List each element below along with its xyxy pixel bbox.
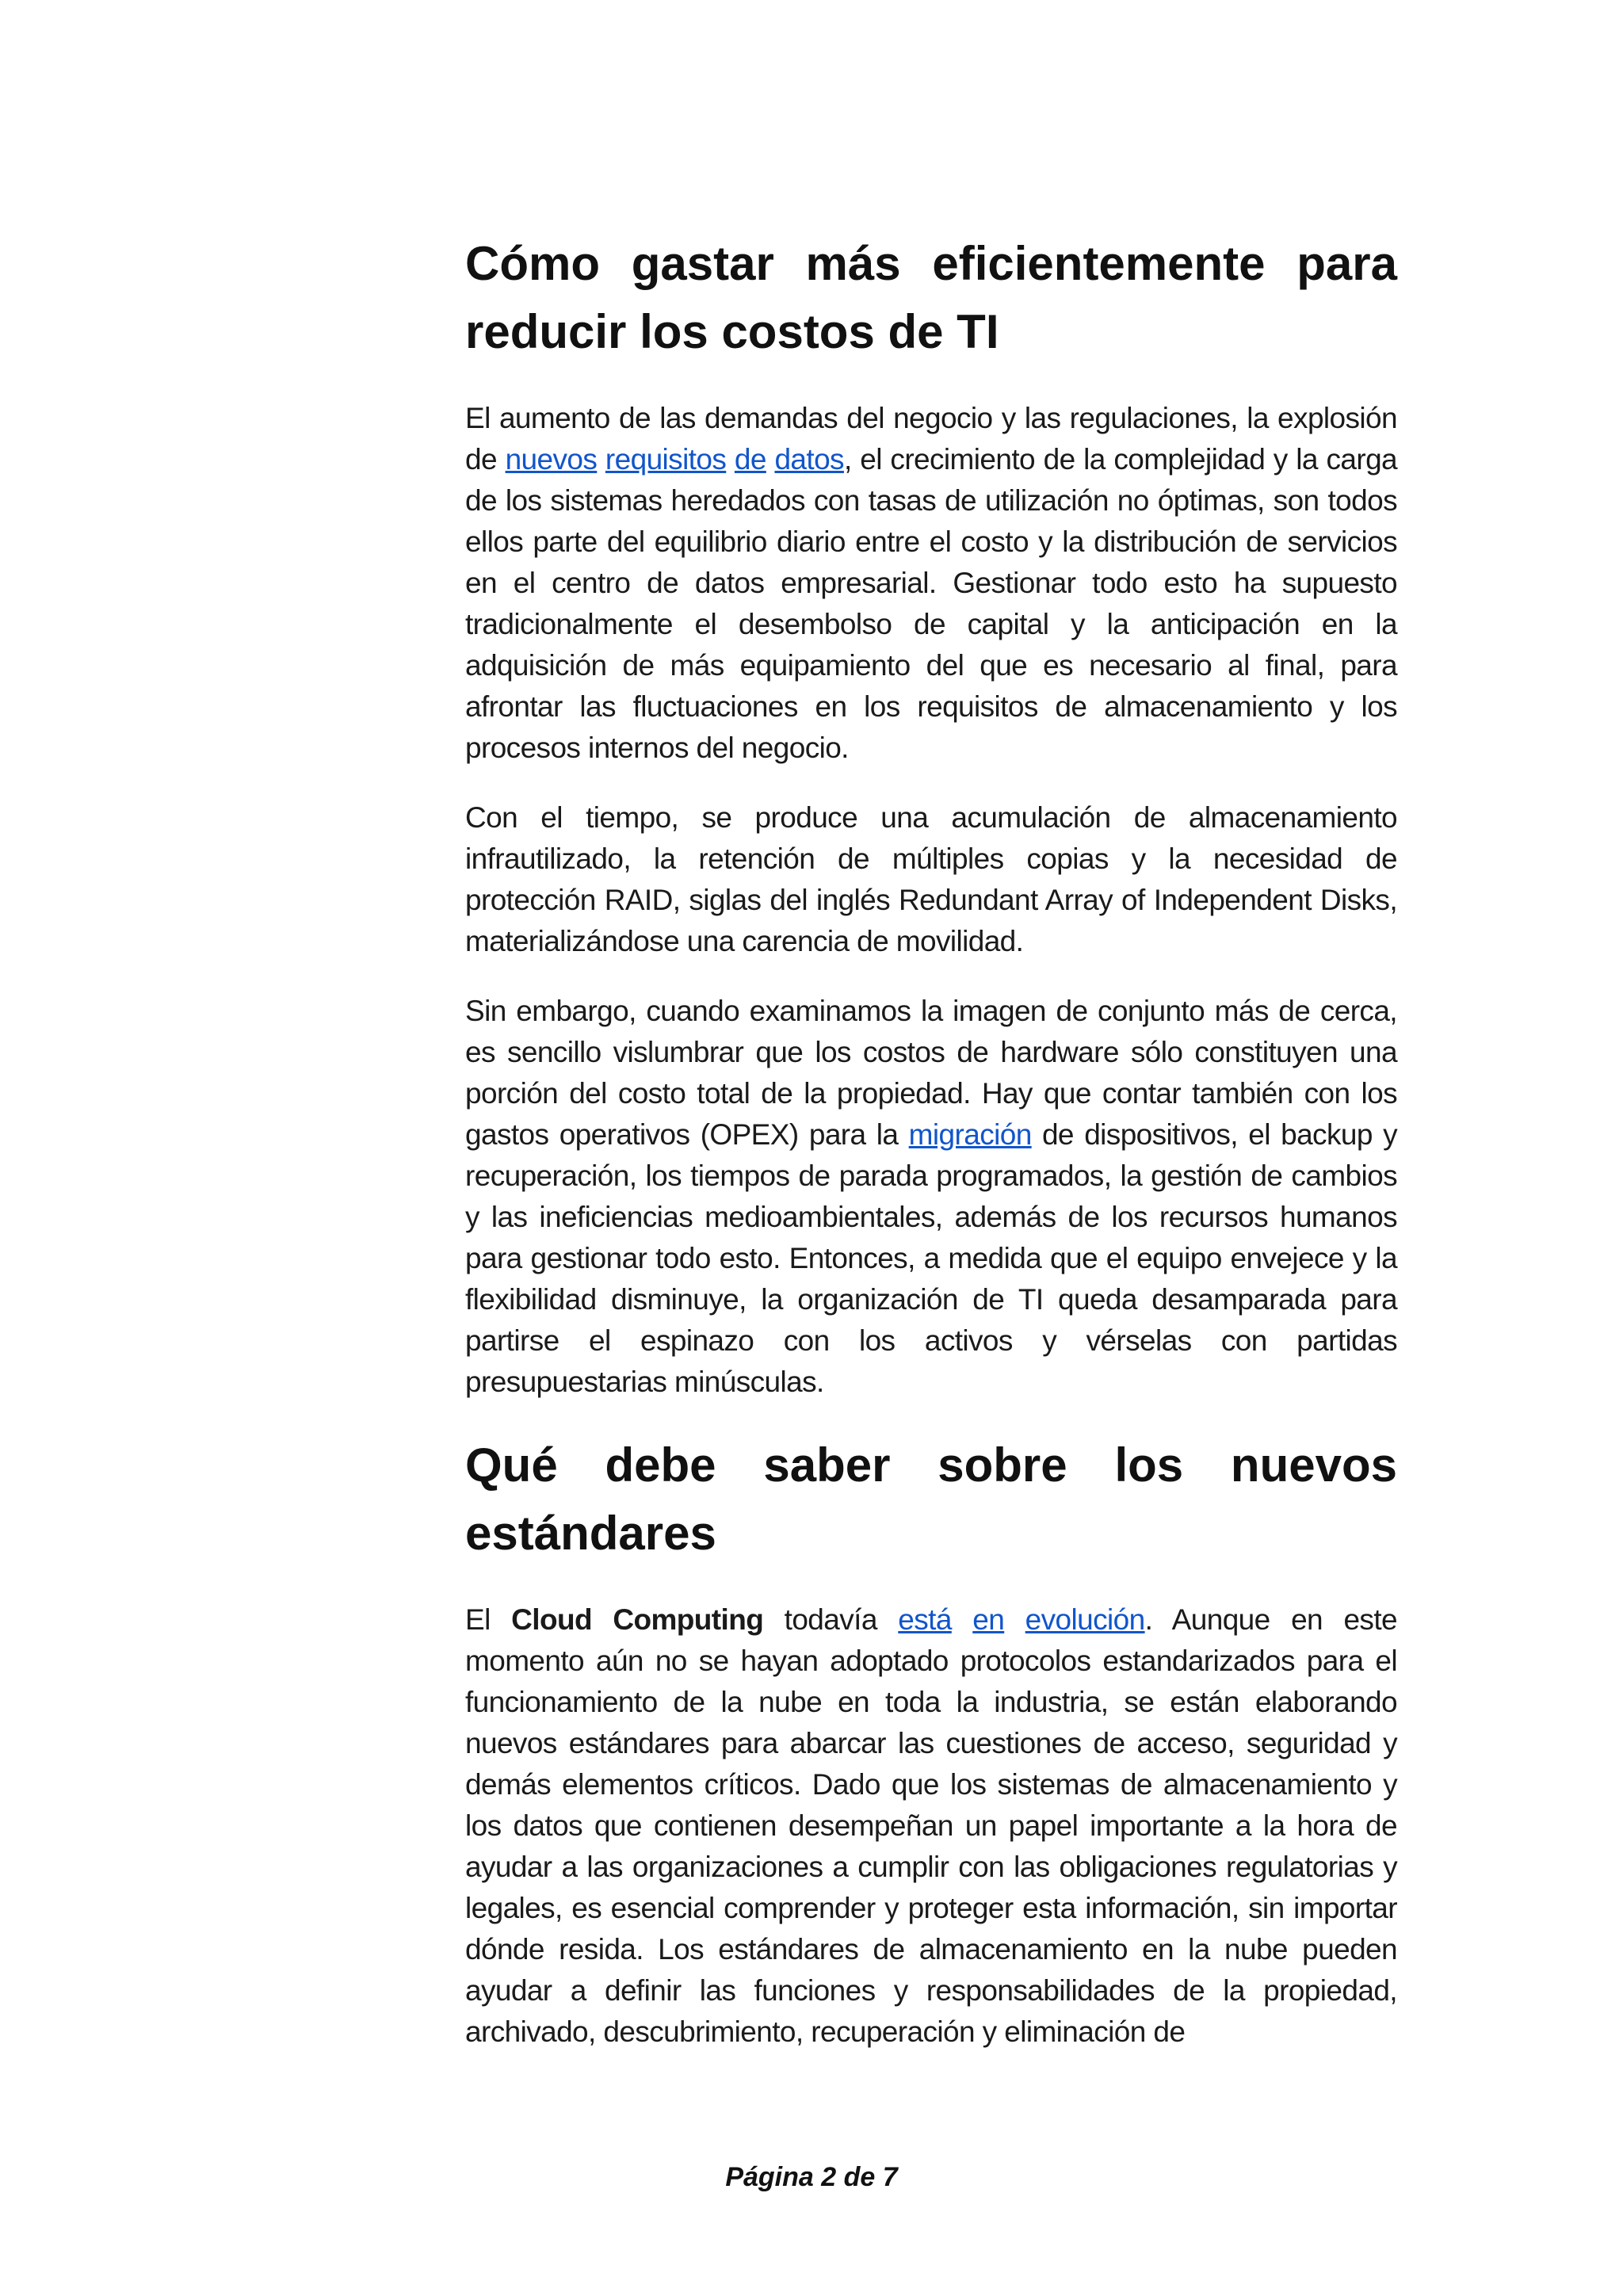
paragraph-text: , el crecimiento de la complejidad y la carga de los sistemas heredados con tasas de utilización no óptimas, son todos ellos parte del equilibrio diario entre el costo y la distribución de servicios en el centro de datos empresarial. Gestionar todo esto ha supuesto tradicionalmente el desembolso de capital y la anticipación en la adquisición de más equipamiento del que es necesario al final, para afrontar las fluctuaciones en los requisitos de almacenamiento y los procesos internos del negocio. bbox=[465, 443, 1398, 764]
bold-cloud-computing: Cloud Computing bbox=[511, 1603, 764, 1636]
link-nuevos[interactable]: nuevos bbox=[505, 443, 598, 476]
page-number: Página 2 de 7 bbox=[725, 2162, 898, 2192]
paragraph-embargo bbox=[465, 991, 1397, 1403]
paragraph-text: El bbox=[465, 1603, 512, 1636]
link-en[interactable]: en bbox=[972, 1603, 1005, 1636]
page-content bbox=[465, 230, 1397, 2081]
paragraph-text: todavía bbox=[763, 1603, 899, 1636]
link-migracion[interactable]: migración bbox=[908, 1118, 1032, 1151]
page-footer bbox=[0, 2162, 1623, 2193]
link-evolucion[interactable]: evolución bbox=[1025, 1603, 1145, 1636]
paragraph-text: El aumento de las demandas del negocio y las regulaciones, la explosión de bbox=[465, 402, 1397, 476]
paragraph-demandas bbox=[465, 398, 1397, 769]
link-requisitos[interactable]: requisitos bbox=[605, 443, 727, 476]
link-datos[interactable]: datos bbox=[774, 443, 844, 476]
link-esta[interactable]: está bbox=[898, 1603, 952, 1636]
section-heading-estandares: Qué debe saber sobre los nuevos estándares bbox=[465, 1438, 1397, 1560]
paragraph-tiempo: Con el tiempo, se produce una acumulación de almacenamiento infrautilizado, la retención de múltiples copias y la necesidad de protección RAID, siglas del inglés Redundant Array of Independent Disks, materializándose una carencia de movilidad. bbox=[465, 801, 1397, 957]
link-de[interactable]: de bbox=[734, 443, 766, 476]
paragraph-text: de dispositivos, el backup y recuperación, los tiempos de parada programados, la gestión de cambios y las ineficiencias medioambientales, además de los recursos humanos para gestionar todo esto. Entonces, a medida que el equipo envejece y la flexibilidad disminuye, la organización de TI queda desamparada para partirse el espinazo con los activos y vérselas con partidas presupuestarias minúsculas. bbox=[465, 1118, 1397, 1398]
paragraph-cloud bbox=[465, 1599, 1397, 2053]
section-heading-costos: Cómo gastar más eficientemente para reducir los costos de TI bbox=[465, 237, 1397, 358]
paragraph-text: . Aunque en este momento aún no se hayan adoptado protocolos estandarizados para el funcionamiento de la nube en toda la industria, se están elaborando nuevos estándares para abarcar las cuestiones de acceso, seguridad y demás elementos críticos. Dado que los sistemas de almacenamiento y los datos que contienen desempeñan un papel importante a la hora de ayudar a las organizaciones a cumplir con las obligaciones regulatorias y legales, es esencial comprender y proteger esta información, sin importar dónde resida. Los estándares de almacenamiento en la nube pueden ayudar a definir las funciones y responsabilidades de la propiedad, archivado, descubrimiento, recuperación y eliminación de bbox=[465, 1603, 1397, 2048]
paragraph-text: Sin embargo, cuando examinamos la imagen de conjunto más de cerca, es sencillo vislumbrar que los costos de hardware sólo constituyen una porción del costo total de la propiedad. Hay que contar también con los gastos operativos (OPEX) para la bbox=[465, 995, 1397, 1151]
